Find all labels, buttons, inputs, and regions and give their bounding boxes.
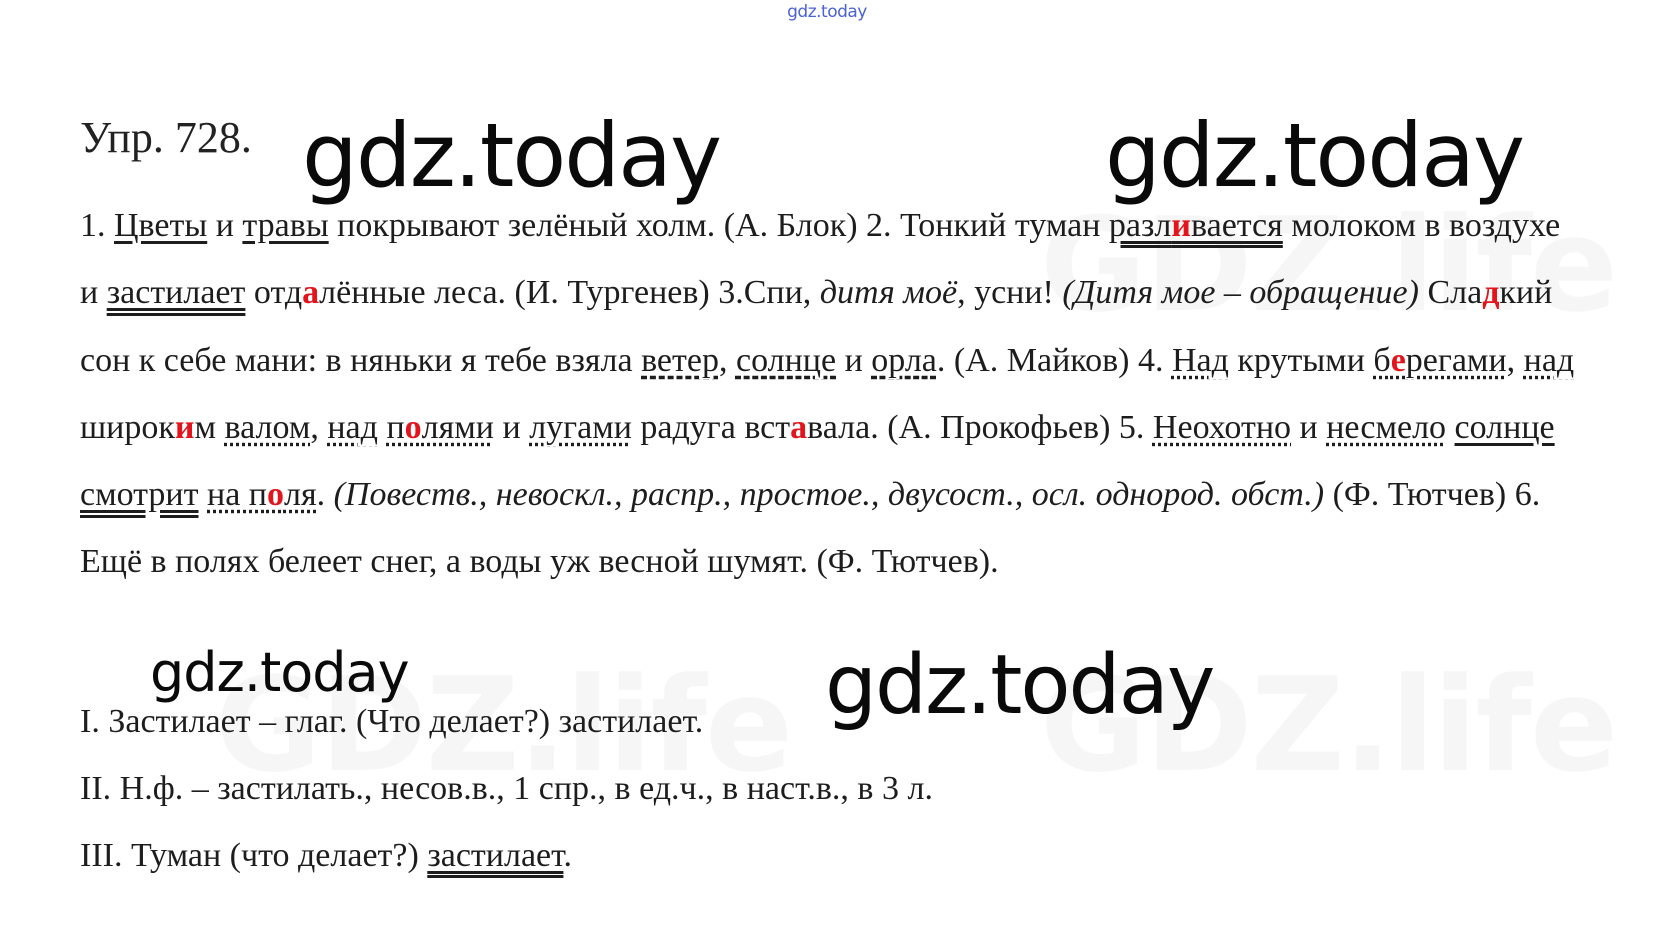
sentences-paragraph: 1. Цветы и травы покрывают зелёный холм. (А. Блок) 2. Тонкий туман разливается молоком в воздухе и застилает отдалённые леса. (И. Тургенев) 3.Спи, дитя моё, усни! (Дитя мое – обращение) Сладкий сон к себе мани: в няньки я тебе взяла ветер, солнце и орла. (А. Майков) 4. Над крутыми берегами, над широким валом, над полями и лугами радуга вставала. (А. Прокофьев) 5. Неохотно и несмело солнце смотрит на поля. (Повеств., невоскл., распр., простое., двусост., осл. однород. обст.) (Ф. Тютчев) 6. Ещё в полях белеет снег, а воды уж весной шумят. (Ф. Тютчев). <box>80 207 1575 581</box>
adverbial: Неохотно <box>1152 408 1292 446</box>
highlighted-letter: о <box>404 408 422 446</box>
analysis-line: III. Туман (что делает?) застилает. <box>80 837 572 874</box>
adverbial: над <box>1523 341 1575 379</box>
predicate: разливается <box>1108 207 1283 244</box>
watermark: gdz.today <box>825 638 1214 733</box>
watermark: gdz.today <box>302 104 721 207</box>
object: солнце <box>735 341 837 379</box>
highlighted-letter: и <box>174 408 195 446</box>
predicate: застилает <box>427 837 564 874</box>
highlighted-letter: о <box>266 476 284 514</box>
analysis-line: II. Н.ф. – застилать., несов.в., 1 спр., в ед.ч., в наст.в., в 3 л. <box>80 770 933 807</box>
exercise-title: Упр. 728. <box>80 113 252 162</box>
highlighted-letter: а <box>302 274 320 312</box>
note: (Повеств., невоскл., распр., простое., двусост., осл. однород. обст.) <box>333 476 1325 514</box>
adverbial: на поля <box>207 476 317 514</box>
object: орла <box>871 341 937 379</box>
watermark: gdz.today <box>150 641 409 704</box>
adverbial: валом <box>224 408 311 446</box>
adverbial: несмело <box>1326 408 1447 446</box>
address-phrase: дитя моё <box>819 274 958 312</box>
highlighted-letter: а <box>790 408 808 446</box>
note: (Дитя мое – обращение) <box>1062 274 1419 312</box>
exercise-text <box>80 192 1580 596</box>
header-watermark: gdz.today <box>787 2 867 22</box>
highlighted-letter: и <box>1171 207 1191 244</box>
highlighted-letter: д <box>1482 274 1500 312</box>
adverbial: над <box>327 408 378 446</box>
watermark: gdz.today <box>1105 104 1524 207</box>
adverbial: полями <box>386 408 494 446</box>
predicate: застилает <box>106 274 246 312</box>
adverbial: лугами <box>529 408 632 446</box>
subject: травы <box>242 207 329 244</box>
object: ветер <box>641 341 719 379</box>
word-analysis <box>80 688 933 889</box>
analysis-line: I. Застилает – глаг. (Что делает?) застилает. <box>80 703 704 740</box>
predicate: смотрит <box>80 476 199 514</box>
subject: Цветы <box>114 207 208 244</box>
adverbial: берегами <box>1373 341 1507 379</box>
adverbial: Над <box>1171 341 1229 379</box>
highlighted-letter: е <box>1390 341 1406 379</box>
subject: солнце <box>1454 408 1555 446</box>
